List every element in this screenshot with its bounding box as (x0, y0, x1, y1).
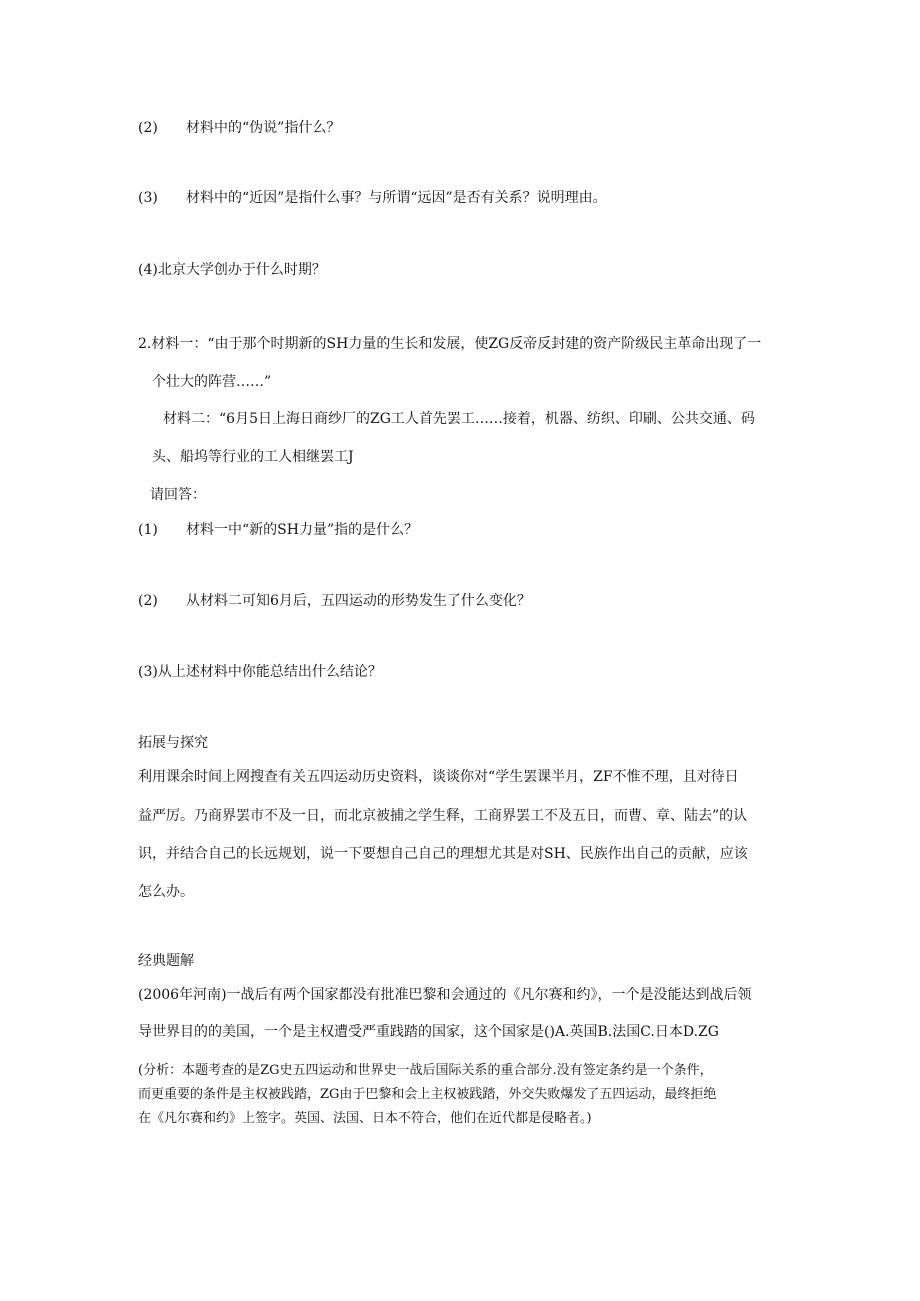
material-text: 材料二：“6月5日上海日商纱厂的ZG工人首先罢工……接着，机器、纺织、印刷、公共交通、码 (163, 411, 755, 427)
item-number: (3) (138, 190, 158, 206)
paragraph-line: 怎么办。 (138, 884, 194, 900)
question-item: (4)北京大学创办于什么时期？ (138, 262, 326, 278)
question-item (138, 188, 607, 208)
item-number: (2) (138, 120, 158, 136)
answer-prompt: 请回答： (150, 487, 206, 503)
paragraph-line: 利用课余时间上网搜查有关五四运动历史资料，谈谈你对“学生罢课半月，ZF不惟不理，且对待日 (138, 769, 739, 785)
section-heading: 经典题解 (138, 953, 194, 969)
item-text: 材料中的“伪说”指什么？ (186, 120, 341, 136)
material-text: 个壮大的阵营……” (152, 374, 272, 390)
analysis-line: (分析：本题考查的是ZG史五四运动和世界史一战后国际关系的重合部分.没有签定条约是一个条件， (138, 1063, 713, 1078)
item-text: 材料一中“新的SH力量”指的是什么？ (186, 522, 419, 538)
item-text: 材料中的“近因”是指什么事？与所谓“远因”是否有关系？说明理由。 (186, 190, 607, 206)
question-item (138, 520, 418, 540)
item-number: (2) (138, 593, 158, 609)
material-text: 头、船坞等行业的工人相继罢工J (152, 449, 354, 465)
analysis-line: 而更重要的条件是主权被践踏，ZG由于巴黎和会上主权被践踏，外交失败爆发了五四运动，最终拒绝 (138, 1087, 717, 1102)
item-number: (1) (138, 522, 158, 538)
section-heading: 拓展与探究 (138, 735, 208, 751)
paragraph-line: 益严厉。乃商界罢市不及一日，而北京被捕之学生释，工商界罢工不及五日，而曹、章、陆去”的认 (138, 808, 748, 824)
paragraph-line: 识，并结合自己的长远规划，说一下要想自己自己的理想尤其是对SH、民族作出自己的贡献，应该 (138, 846, 748, 862)
question-item: (3)从上述材料中你能总结出什么结论？ (138, 664, 382, 680)
question-item (138, 118, 340, 138)
paragraph-line: (2006年河南)一战后有两个国家都没有批准巴黎和会通过的《凡尔赛和约》，一个是没能达到战后领 (138, 987, 752, 1003)
item-text: 从材料二可知6月后，五四运动的形势发生了什么变化？ (186, 593, 531, 609)
paragraph-line: 导世界目的的美国，一个是主权遭受严重践踏的国家，这个国家是()A.英国B.法国C.日本D.ZG (138, 1024, 719, 1040)
analysis-line: 在《凡尔赛和约》上签字。英国、法国、日本不符合，他们在近代都是侵略者。) (138, 1111, 592, 1126)
question-item (138, 591, 531, 611)
material-text: 2.材料一：“由于那个时期新的SH力量的生长和发展，使ZG反帝反封建的资产阶级民主革命出现了一 (138, 336, 762, 352)
